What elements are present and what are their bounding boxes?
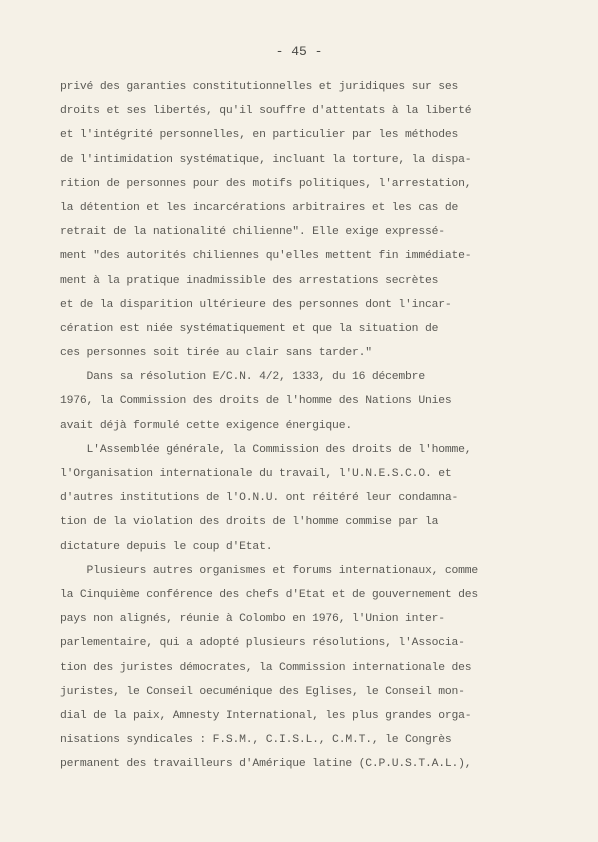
text-line: la Cinquième conférence des chefs d'Etat et de gouvernement des — [60, 588, 479, 601]
text-line: dictature depuis le coup d'Etat. — [60, 540, 273, 553]
text-line: ment "des autorités chiliennes qu'elles mettent fin immédiate- — [60, 250, 472, 263]
text-line: retrait de la nationalité chilienne". Elle exige expressé- — [60, 226, 445, 239]
text-line: nisations syndicales : F.S.M., C.I.S.L., C.M.T., le Congrès — [60, 734, 452, 747]
text-line: et de la disparition ultérieure des personnes dont l'incar- — [60, 298, 452, 311]
text-line: 1976, la Commission des droits de l'homme des Nations Unies — [60, 395, 452, 408]
page-number: - 45 - — [275, 44, 323, 59]
paragraph — [60, 365, 540, 438]
text-line: dial de la paix, Amnesty International, les plus grandes orga- — [60, 709, 472, 722]
body-text — [60, 75, 540, 776]
text-line: rition de personnes pour des motifs politiques, l'arrestation, — [60, 177, 472, 190]
text-line: Plusieurs autres organismes et forums internationaux, comme — [60, 564, 479, 577]
text-line: d'autres institutions de l'O.N.U. ont réitéré leur condamna- — [60, 492, 459, 505]
text-line: et l'intégrité personnelles, en particulier par les méthodes — [60, 129, 459, 142]
text-line: droits et ses libertés, qu'il souffre d'attentats à la liberté — [60, 105, 472, 118]
text-line: la détention et les incarcérations arbitraires et les cas de — [60, 201, 459, 214]
text-line: avait déjà formulé cette exigence énergique. — [60, 419, 352, 432]
paragraph — [60, 75, 540, 365]
text-line: Dans sa résolution E/C.N. 4/2, 1333, du 16 décembre — [60, 371, 425, 384]
text-line: pays non alignés, réunie à Colombo en 1976, l'Union inter- — [60, 613, 445, 626]
text-line: ces personnes soit tirée au clair sans tarder." — [60, 347, 372, 360]
text-line: l'Organisation internationale du travail, l'U.N.E.S.C.O. et — [60, 468, 452, 480]
text-line: tion de la violation des droits de l'homme commise par la — [60, 516, 439, 529]
text-line: juristes, le Conseil oecuménique des Eglises, le Conseil mon- — [60, 685, 465, 698]
text-line: permanent des travailleurs d'Amérique latine (C.P.U.S.T.A.L.), — [60, 758, 472, 771]
text-line: ment à la pratique inadmissible des arrestations secrètes — [60, 274, 439, 287]
text-line: de l'intimidation systématique, incluant la torture, la dispa- — [60, 153, 472, 166]
text-line: parlementaire, qui a adopté plusieurs résolutions, l'Associa- — [60, 637, 465, 650]
paragraph — [60, 559, 540, 777]
text-line: L'Assemblée générale, la Commission des droits de l'homme, — [60, 443, 472, 456]
text-line: tion des juristes démocrates, la Commission internationale des — [60, 661, 472, 674]
text-line: cération est niée systématiquement et que la situation de — [60, 322, 439, 335]
paragraph — [60, 438, 540, 559]
text-line: privé des garanties constitutionnelles et juridiques sur ses — [60, 81, 459, 93]
